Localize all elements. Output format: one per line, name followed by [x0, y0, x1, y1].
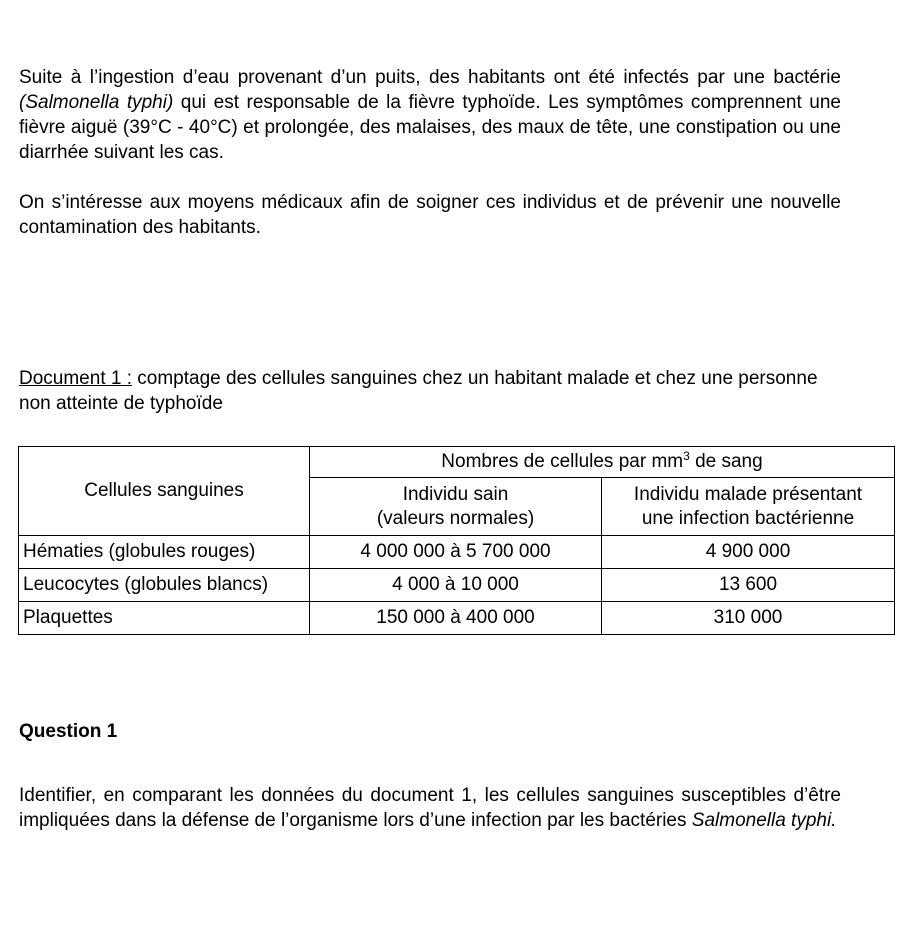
blood-cells-table [18, 446, 895, 635]
table-row [19, 536, 895, 569]
header-group-text: Nombres de cellules par mm [441, 451, 684, 472]
header-sick-line1: Individu malade présentant [633, 483, 863, 505]
row-label: Plaquettes [19, 602, 310, 635]
question-title: Question 1 [19, 721, 118, 742]
header-sick [602, 478, 895, 536]
row-label: Leucocytes (globules blancs) [19, 569, 310, 602]
table-row [19, 569, 895, 602]
table-header-row [19, 447, 895, 478]
sick-value: 310 000 [602, 602, 895, 635]
table-row [19, 602, 895, 635]
intro-text-start: Suite à l’ingestion d’eau provenant d’un puits, des habitants ont été infectés par une bactérie [19, 67, 841, 88]
header-healthy-line2: (valeurs normales) [376, 507, 535, 529]
intro-text-end: qui est responsable de la fièvre typhoïde. Les symptômes comprennent une fièvre aiguë (39°C - 40°C) et prolongée, des malaises, des maux de tête, une constipation ou une diarrhée suivant les cas. [19, 92, 841, 163]
document-label: Document 1 : [19, 368, 132, 389]
sick-value: 13 600 [602, 569, 895, 602]
header-cells: Cellules sanguines [19, 447, 310, 536]
question-text-start: Identifier, en comparant les données du document 1, les cellules sanguines susceptibles d’être impliquées dans la défense de l’organisme lors d’une infection par les bactéries [19, 785, 841, 831]
healthy-value: 4 000 à 10 000 [310, 569, 602, 602]
healthy-value: 150 000 à 400 000 [310, 602, 602, 635]
header-group [310, 447, 895, 478]
bacteria-name: (Salmonella typhi) [19, 92, 174, 113]
intro-paragraph [19, 65, 841, 165]
header-healthy [310, 478, 602, 536]
header-sick-line2: une infection bactérienne [641, 507, 855, 529]
header-group-unit: de sang [689, 451, 763, 472]
healthy-value: 4 000 000 à 5 700 000 [310, 536, 602, 569]
header-healthy-line1: Individu sain [402, 483, 509, 505]
question-text [19, 783, 841, 833]
sick-value: 4 900 000 [602, 536, 895, 569]
context-paragraph: On s’intéresse aux moyens médicaux afin de soigner ces individus et de prévenir une nouvelle contamination des habitants. [19, 192, 841, 238]
document-caption [19, 366, 841, 416]
question-bacteria-name: Salmonella typhi. [691, 810, 837, 831]
document-caption-text: comptage des cellules sanguines chez un habitant malade et chez une personne non atteinte de typhoïde [19, 368, 818, 414]
header-group-sup: 3 [683, 449, 690, 463]
row-label: Hématies (globules rouges) [19, 536, 310, 569]
